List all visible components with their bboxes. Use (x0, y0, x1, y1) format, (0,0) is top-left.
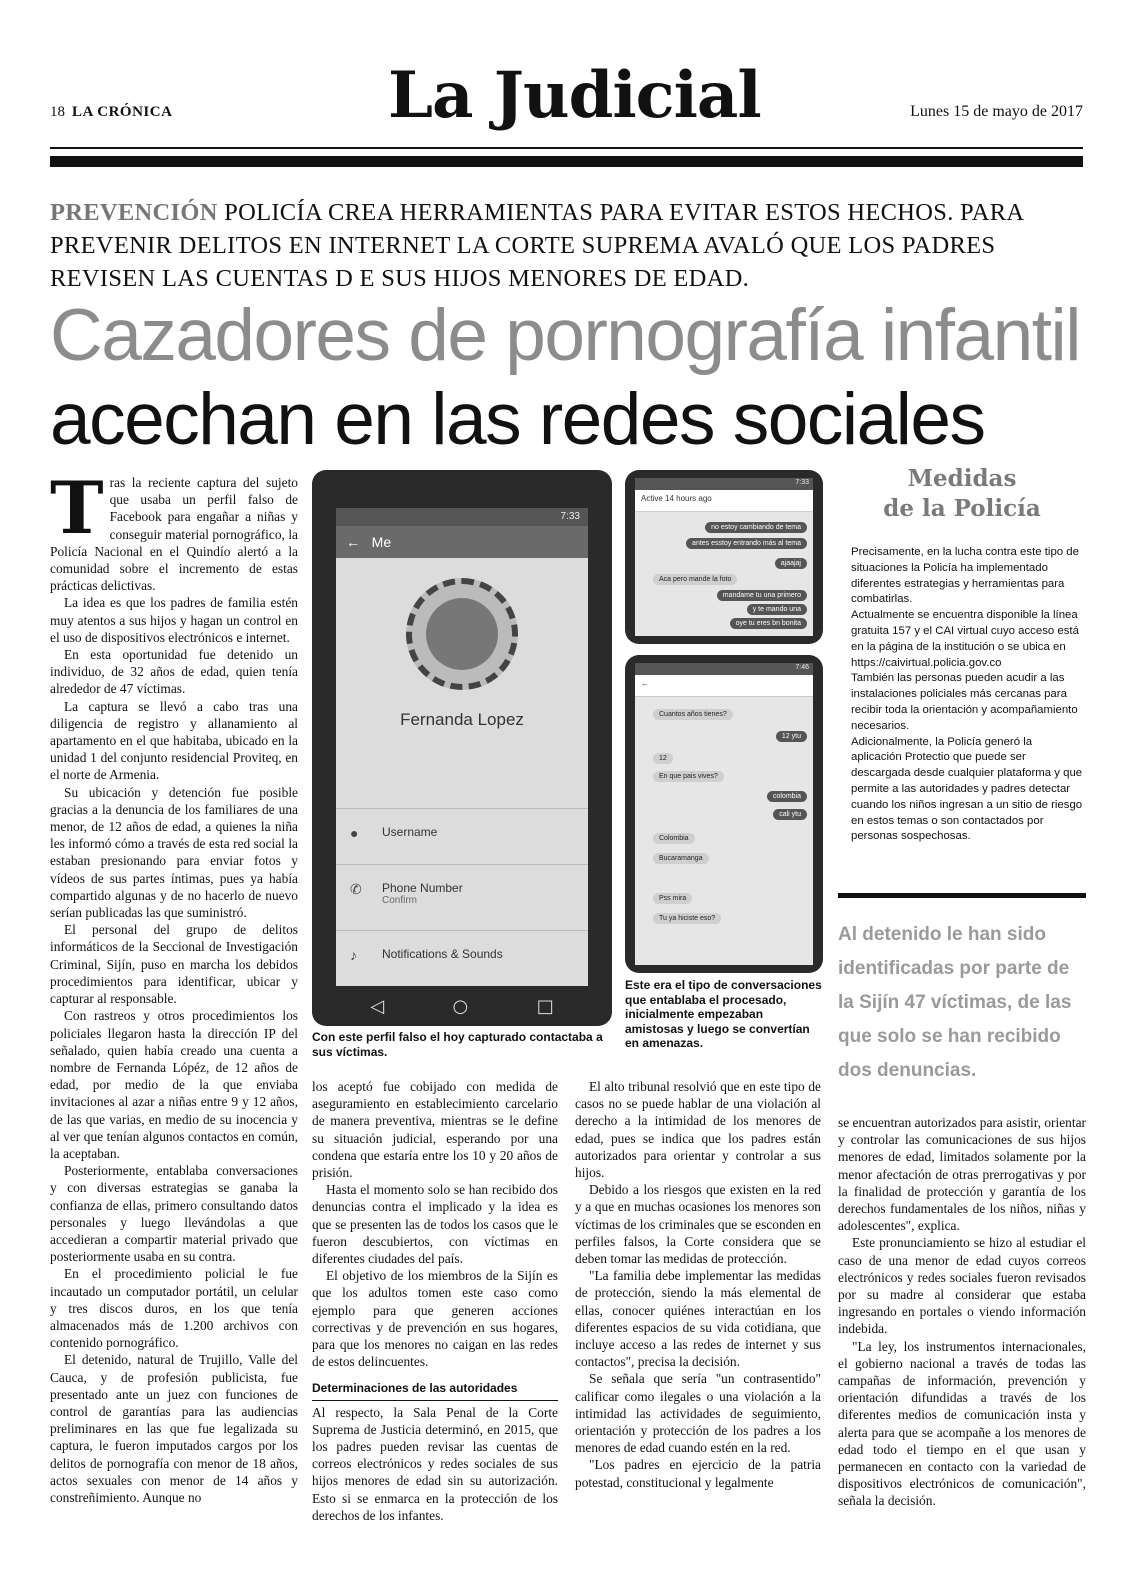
chat-bubble: 12 (653, 753, 673, 764)
chat-bubble: Aca pero mande la foto (653, 574, 737, 585)
paragraph: Se señala que sería "un contrasentido" calificar como ilegales o una violación a la intimidad las actividades de seguimiento, orientación y protección de los padres a los menores de edad cuando estén en la red. (575, 1371, 821, 1456)
chat-bubble: colombia (767, 791, 807, 802)
paragraph: Posteriormente, entablaba conversaciones y con diversas estrategias se ganaba la confianza de ellas, primero consultando datos personales y luego llevándolas a que accedieran a compartir material privado que posteriormente usaba en su contra. (50, 1163, 298, 1265)
photo-caption-1: Con este perfil falso el hoy capturado contactaba a sus víctimas. (312, 1030, 603, 1059)
chat-bubble: Tu ya hiciste eso? (653, 913, 721, 924)
photo-caption-2: Este era el tipo de conversaciones que entablaba el procesado, inicialmente empezaban amistosas y luego se convertían en amenazas. (625, 978, 822, 1050)
chat-bubble: Bucaramanga (653, 853, 709, 864)
home-icon: ○ (452, 995, 469, 1017)
phone-row: ✆ Phone Number Confirm (336, 864, 588, 920)
paragraph: Tras la reciente captura del sujeto que usaba un perfil falso de Facebook para engañar a niñas y conseguir material pornográfico, la Policía Nacional en el Quindío alertó a la comunidad sobre el incremento de estas prácticas delictivas. (50, 465, 298, 594)
pull-quote: Al detenido le han sido identificadas por parte de la Sijín 47 víctimas, de las que solo se han recibido dos denuncias. (838, 924, 1072, 1081)
article-column-3 (575, 1078, 821, 1491)
photo-fake-profile (312, 470, 612, 1026)
notifications-row: ♪ Notifications & Sounds (336, 930, 588, 986)
deck-kicker: PREVENCIÓN (50, 199, 218, 226)
headline-line2: acechan en las redes sociales (50, 379, 985, 460)
status-bar: 7:46 (635, 663, 813, 675)
profile-name: Fernanda Lopez (400, 710, 524, 729)
paragraph: Su ubicación y detención fue posible gracias a la denuncia de los familiares de una menor, de 12 años de edad, a quienes la niña les informó cómo a través de esta red social la estaban presionando para enviar fotos y vídeos de sus partes íntimas, pues ya había compartido algunas y de no hacerlo de nuevo serían publicadas las que suministró. (50, 784, 298, 921)
sidebar-rule (838, 893, 1086, 898)
paragraph: Precisamente, en la lucha contra este tipo de situaciones la Policía ha implementado diferentes estrategias y herramientas para combatirlas. (851, 546, 1079, 606)
chat-bubble: Colombia (653, 833, 695, 844)
sidebar-text (851, 545, 1083, 845)
paragraph: El detenido, natural de Trujillo, Valle del Cauca, y de profesión publicista, fue presentado ante un juez con funciones de control de garantías para las audiencias preliminares en las que fue legalizada su captura, le fueron imputados cargos por los delitos de pornografía con menor de 18 años, actos sexuales con menor de 14 años y constreñimiento. Aunque no (50, 1352, 298, 1505)
chat-bubble: ajaajaj (775, 558, 807, 569)
phone-screen (635, 663, 813, 965)
paragraph: se encuentran autorizados para asistir, orientar y controlar las comunicaciones de sus hijos menores de edad, limitados solamente por la menor afectación de otras prerrogativas y por la finalidad de protección y garantía de los derechos fundamentales de los niños, niñas y adolescentes", explica. (838, 1115, 1086, 1234)
chat-bubble: cali ytu (773, 809, 807, 820)
username-row: ● Username (336, 808, 588, 864)
chat-bubble: En que pais vives? (653, 771, 724, 782)
phone-screen (635, 478, 813, 636)
headline-line1: Cazadores de pornografía infantil (50, 295, 1080, 376)
paragraph: Actualmente se encuentra disponible la línea gratuita 157 y el CAI virtual cuyo acceso está en la página de la institución o se ubica en https://caivirtual.policia.gov.co (851, 609, 1079, 669)
newspaper-name: LA CRÓNICA (72, 104, 173, 120)
paragraph: También las personas pueden acudir a las instalaciones policiales más cercanas para recibir toda la orientación y acompañamiento necesarios. (851, 672, 1078, 732)
phone-icon: ✆ (350, 881, 362, 897)
person-icon: ● (350, 825, 359, 841)
chat-bubble: oye tu eres bn bonita (730, 618, 807, 629)
page-number: 18 (50, 104, 65, 120)
paragraph: Adicionalmente, la Policía generó la aplicación Protectio que puede ser descargada desde cualquier plataforma y que permite a las autoridades y padres detectar cuando los niños ingresan a un sitio de riesgo en estos temas o son contactados por personas sospechosas. (851, 735, 1083, 843)
subhead: Determinaciones de las autoridades (312, 1380, 558, 1400)
chat-header (635, 675, 813, 697)
photo-chat-2 (625, 655, 823, 973)
issue-date: Lunes 15 de mayo de 2017 (910, 103, 1083, 120)
article-column-1 (50, 465, 298, 1506)
phone-screen (336, 508, 588, 986)
article-column-2 (312, 1078, 558, 1524)
paragraph: Con rastreos y otros procedimientos los policiales llegaron hasta la dirección IP del señalado, quien había creado una cuenta a nombre de Fernanda Lópéz, de 12 años de edad, por medio de la que enviaba invitaciones al azar a niñas entre 9 y 12 años, de las que varias, en medio de su inocencia y al ver que tenían algunos contactos en común, la aceptaban. (50, 1008, 298, 1161)
paragraph: "Los padres en ejercicio de la patria potestad, constitucional y legalmente (575, 1457, 821, 1490)
paragraph: El alto tribunal resolvió que en este tipo de casos no se puede hablar de una violación al derecho a la intimidad de los menores de edad, pues se indica que los padres están autorizados para orientar y controlar a sus hijos. (575, 1079, 821, 1181)
paragraph: "La ley, los instrumentos internacionales, el gobierno nacional a través de todas las campañas de información, prevención y orientación difundidas a través de los diferentes medios de comunicación insta y alerta para que se acompañe a los menores de edad todo el tiempo en el que usan y permanecen en contacto con la variedad de dispositivos electrónicos de comunicación", señala la decisión. (838, 1338, 1086, 1509)
paragraph: "La familia debe implementar las medidas de protección, siendo la más elemental de ellas, conocer quiénes interactúan en los diferentes espacios de su vida cotidiana, que incluye acceso a las redes de internet y sus contactos", precisa la decisión. (575, 1268, 821, 1370)
chat-bubble: 12 ytu (776, 731, 807, 742)
messenger-code-icon (406, 578, 518, 690)
paragraph: La captura se llevó a cabo tras una diligencia de registro y allanamiento al apartamento en el que habitaba, ubicado en la unidad 1 del conjunto residencial Proviteq, en el norte de Armenia. (50, 698, 298, 783)
back-arrow-icon: ← (641, 679, 649, 688)
masthead-rule-thick (50, 156, 1083, 167)
bell-icon: ♪ (350, 947, 357, 963)
paragraph: La idea es que los padres de familia estén muy atentos a sus hijos y hagan un control en el uso de dispositivos electrónicos e internet. (50, 595, 298, 645)
paragraph: En el procedimiento policial le fue incautado un computador portátil, un celular y tres discos duros, en los que tenía almacenados más de 1.200 archivos con contenido pornográfico. (50, 1266, 298, 1351)
article-column-4 (838, 1114, 1086, 1510)
chat-bubble: Cuantos años tienes? (653, 709, 733, 720)
section-title: La Judicial (388, 58, 761, 133)
paragraph: Al respecto, la Sala Penal de la Corte Suprema de Justicia determinó, en 2015, que los padres pueden revisar las cuentas de correos electrónicos y redes sociales de sus hijos menores de edad sin su autorización. Esto si se enmarca en la protección de los derechos de los infantes. (312, 1404, 558, 1523)
masthead-rule-thin (50, 147, 1083, 149)
app-title: Me (371, 534, 392, 550)
chat-bubble: y te mando una (747, 604, 807, 615)
paragraph: los aceptó fue cobijado con medida de aseguramiento en establecimiento carcelario de manera preventiva, mientras se le define su situación judicial, esperando por una condena que estaría entre los 10 y 20 años de prisión. (312, 1079, 558, 1181)
avatar (426, 598, 498, 670)
paragraph: En esta oportunidad fue detenido un individuo, de 32 años de edad, quien tenía alrededor de 47 víctimas. (50, 647, 298, 697)
status-bar: 7:33 (336, 508, 588, 526)
paragraph: Debido a los riesgos que existen en la red y a que en muchas ocasiones los menores son víctimas de los criminales que se esconden en perfiles falsos, la Corte considera que se deben tomar las medidas de protección. (575, 1182, 821, 1267)
drop-cap: T (50, 465, 104, 550)
app-bar (336, 526, 588, 558)
back-icon: ◁ (370, 995, 385, 1017)
photo-chat-1 (625, 470, 823, 644)
recents-icon: □ (536, 995, 554, 1017)
deck-text: POLICÍA CREA HERRAMIENTAS PARA EVITAR ESTOS HECHOS. PARA PREVENIR DELITOS EN INTERNET LA CORTE SUPREMA AVALÓ QUE LOS PADRES REVISEN LAS CUENTAS D E SUS HIJOS MENORES DE EDAD. (50, 199, 1023, 292)
sidebar-title: Medidas de la Policía (883, 465, 1041, 522)
chat-bubble: mandame tu una primero (717, 590, 807, 601)
paragraph: El objetivo de los miembros de la Sijín es que los adultos tomen este caso como ejemplo para que generen acciones correctivas y de prevención en sus hogares, para que los menores no caigan en las redes de estos delincuentes. (312, 1268, 558, 1370)
chat-bubble: antes esstoy entrando más al tema (686, 538, 807, 549)
paragraph: El personal del grupo de delitos informáticos de la Seccional de Investigación Criminal, Sijín, puso en marcha los debidos procedimientos para identificar, ubicar y capturar al responsable. (50, 922, 298, 1007)
deck (50, 196, 1090, 295)
chat-bubble: Pss mira (653, 893, 692, 904)
chat-header: Active 14 hours ago (635, 490, 813, 512)
back-arrow-icon: ← (346, 534, 360, 550)
chat-bubble: no estoy cambiando de tema (705, 522, 807, 533)
nav-bar (336, 986, 588, 1026)
paragraph: Este pronunciamiento se hizo al estudiar el caso de una menor de edad cuyos correos electrónicos y redes sociales fueron revisados por su madre al considerar que estaba ingresando en portales o viendo información indebida. (838, 1235, 1086, 1337)
status-bar: 7:33 (635, 478, 813, 490)
paragraph: Hasta el momento solo se han recibido dos denuncias contra el implicado y la idea es que se presenten las de todos los casos que le fueron descubiertos, con víctimas en diferentes ciudades del país. (312, 1182, 558, 1267)
